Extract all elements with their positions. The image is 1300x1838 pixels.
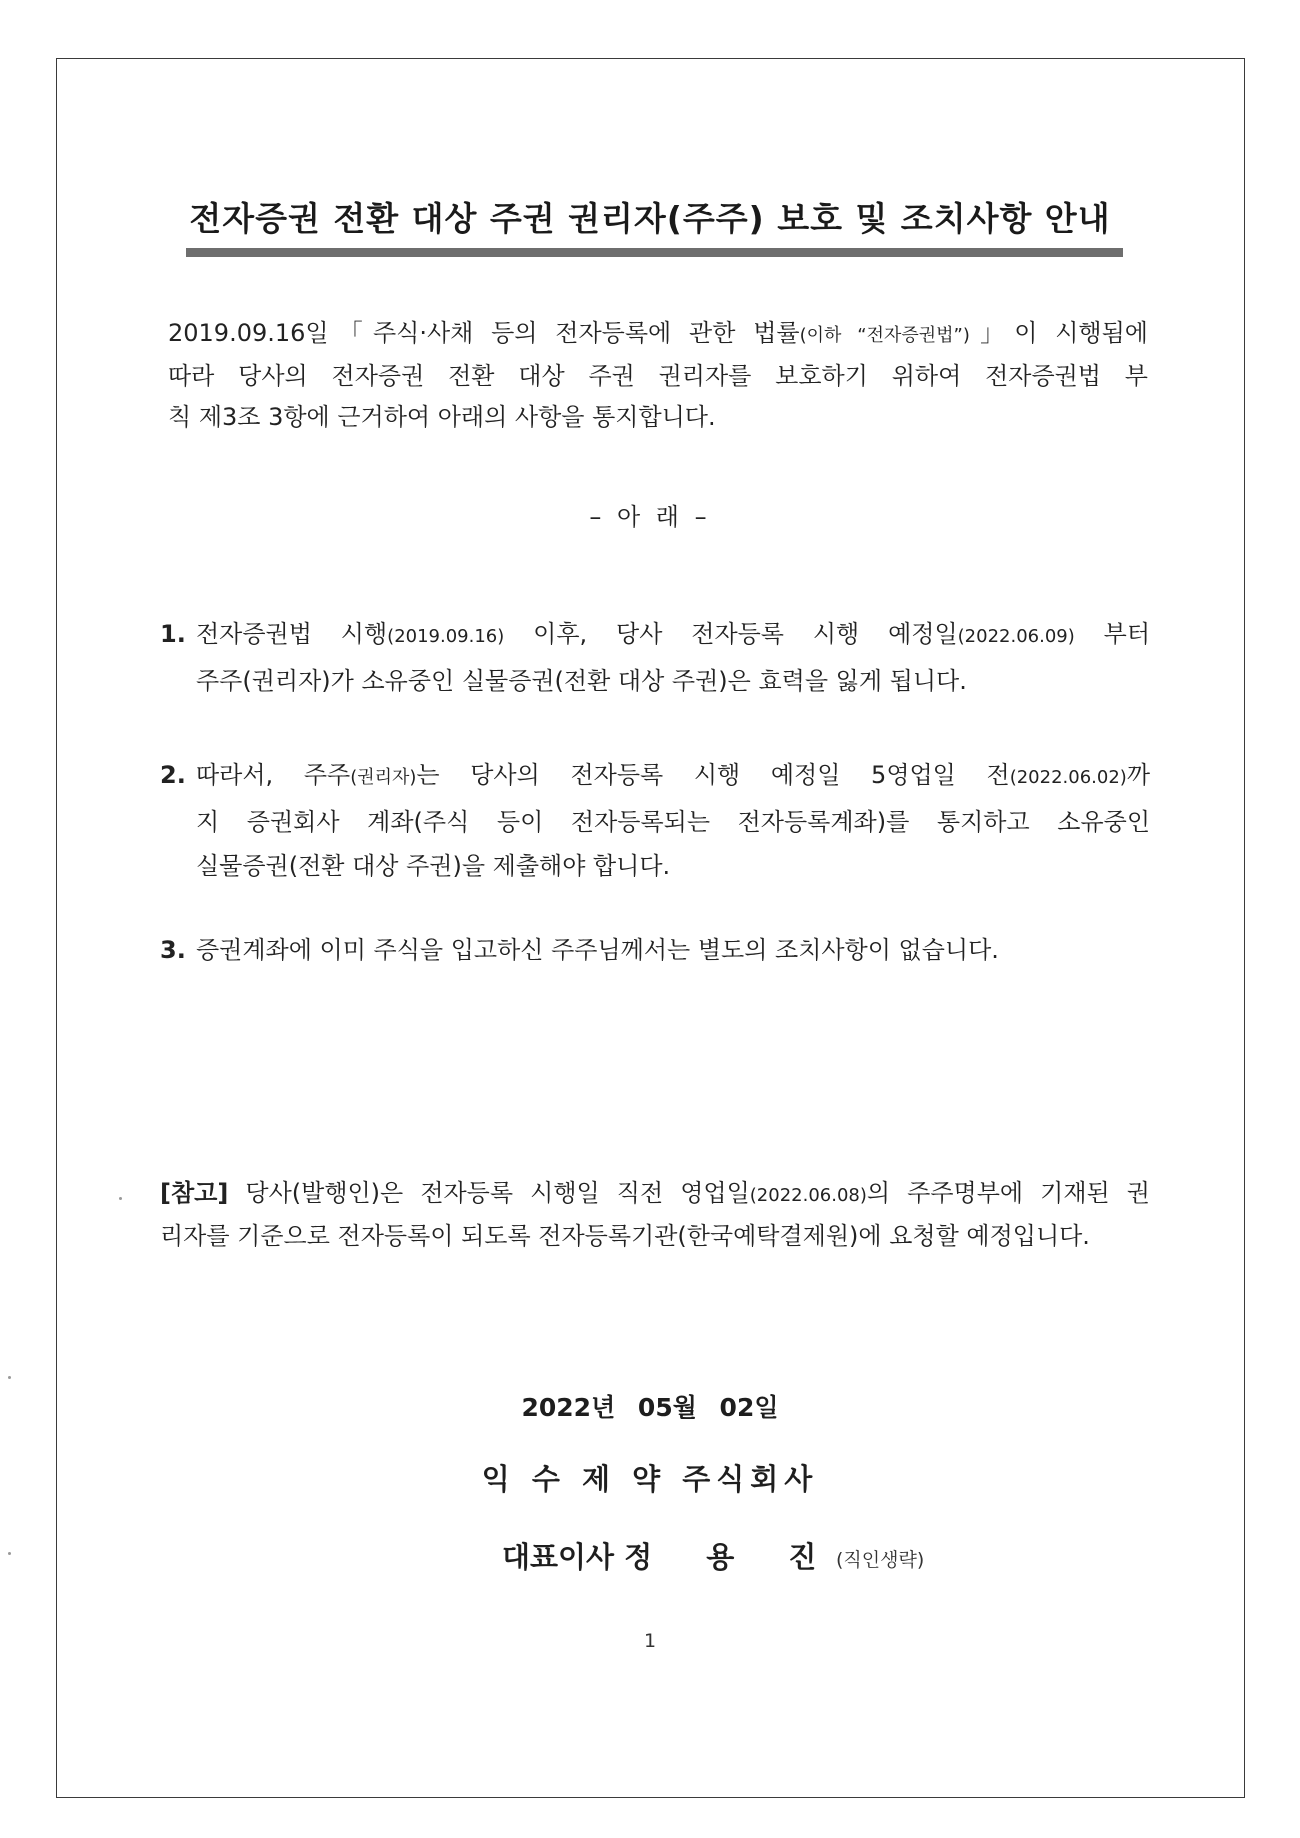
seal-omitted-note: (직인생략): [836, 1549, 925, 1571]
note-line-2: 리자를 기준으로 전자등록이 되도록 전자등록기관(한국예탁결제원)에 요청할 예정입니다.: [160, 1222, 1090, 1250]
section-heading-arae: – 아 래 –: [589, 503, 711, 531]
note-label: [참고]: [160, 1179, 229, 1207]
intro-line-1: 2019.09.16일「주식·사채 등의 전자등록에 관한 법률(이하 “전자증권법”)」이 시행됨에: [168, 319, 1148, 347]
item-line: 지 증권회사 계좌(주식 등이 전자등록되는 전자등록계좌)를 통지하고 소유중인: [196, 808, 1150, 836]
scan-speck: [119, 1197, 122, 1200]
note-line-1: [참고] 당사(발행인)은 전자등록 시행일 직전 영업일(2022.06.08)의 주주명부에 기재된 권: [160, 1179, 1150, 1207]
item-number: 3.: [160, 936, 186, 964]
item-number: 2.: [160, 761, 186, 789]
representative: [502, 1535, 838, 1576]
item-line: 주주(권리자)가 소유중인 실물증권(전환 대상 주권)은 효력을 잃게 됩니다.: [196, 667, 967, 695]
company-name: 익 수 제 약 주식회사: [481, 1462, 819, 1496]
representative-name: 정 용 진: [624, 1540, 839, 1574]
intro-line-3: 칙 제3조 3항에 근거하여 아래의 사항을 통지합니다.: [168, 403, 716, 431]
item-body: [196, 928, 1150, 972]
item-line: 따라서, 주주(권리자)는 당사의 전자등록 시행 예정일 5영업일 전(2022.06.02)까: [196, 761, 1150, 789]
document-title: 전자증권 전환 대상 주권 권리자(주주) 보호 및 조치사항 안내: [189, 199, 1111, 238]
item-body: [196, 753, 1150, 888]
intro-line-2: 따라 당사의 전자증권 전환 대상 주권 권리자를 보호하기 위하여 전자증권법 부: [168, 362, 1148, 390]
issue-date: 2022년 05월 02일: [521, 1393, 779, 1422]
item-body: [196, 612, 1150, 703]
reference-note: [160, 1173, 1150, 1257]
item-line: 실물증권(전환 대상 주권)을 제출해야 합니다.: [196, 852, 671, 880]
item-number: 1.: [160, 620, 186, 648]
scan-speck: [8, 1376, 11, 1379]
title-underline: [186, 248, 1123, 257]
item-line: 증권계좌에 이미 주식을 입고하신 주주님께서는 별도의 조치사항이 없습니다.: [196, 936, 999, 964]
scan-speck: [8, 1552, 11, 1555]
representative-title: 대표이사: [502, 1540, 625, 1574]
item-line: 전자증권법 시행(2019.09.16) 이후, 당사 전자등록 시행 예정일(2022.06.09) 부터: [196, 620, 1151, 648]
intro-paragraph: [168, 313, 1148, 438]
page-number: 1: [643, 1630, 657, 1652]
